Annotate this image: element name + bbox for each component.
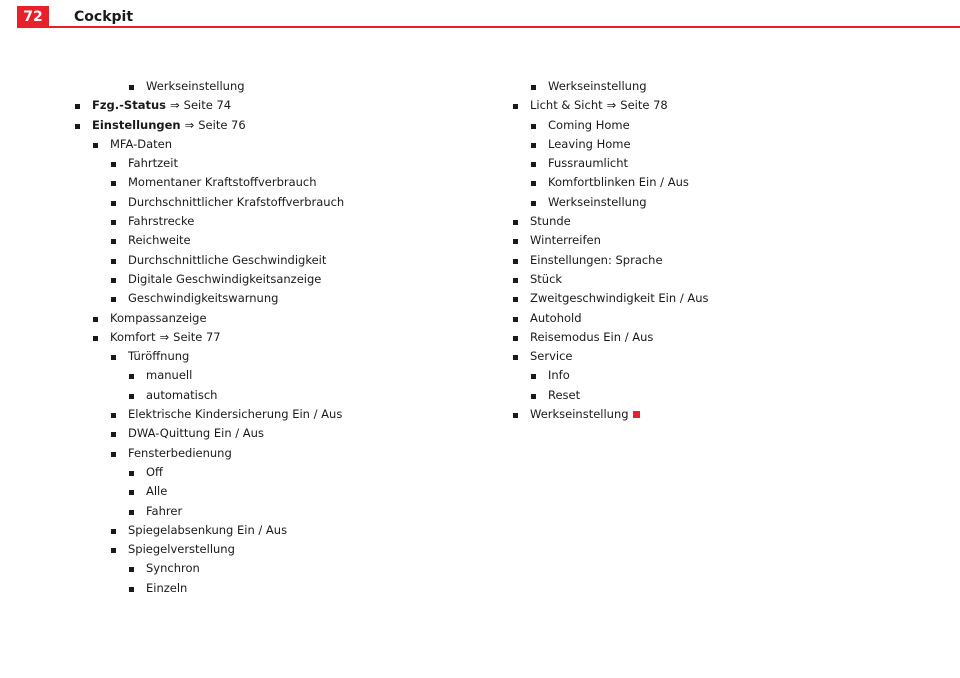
list-item: Synchron: [0, 559, 480, 578]
list-item: Geschwindigkeitswarnung: [0, 289, 480, 308]
list-item: Werkseinstellung: [0, 405, 960, 424]
header-rule: [17, 26, 960, 28]
arrow-icon: ⇒: [159, 329, 170, 344]
list-item: Komfort ⇒ Seite 77: [0, 328, 480, 347]
list-item: Komfortblinken Ein / Aus: [0, 173, 960, 192]
list-item: Licht & Sicht ⇒ Seite 78: [0, 96, 960, 115]
list-item: Coming Home: [0, 116, 960, 135]
list-item: Leaving Home: [0, 135, 960, 154]
page-number: 72: [17, 6, 49, 27]
list-item: automatisch: [0, 386, 480, 405]
list-item: Stunde: [0, 212, 960, 231]
list-item: Fussraumlicht: [0, 154, 960, 173]
list-item: Einzeln: [0, 579, 480, 598]
section-end-icon: [633, 411, 640, 418]
list-item: DWA-Quittung Ein / Aus: [0, 424, 480, 443]
right-menu-list: [0, 77, 960, 424]
list-item: Durchschnittliche Geschwindigkeit: [0, 251, 480, 270]
list-item: Türöffnung: [0, 347, 480, 366]
arrow-icon: ⇒: [170, 98, 180, 113]
list-item: Reisemodus Ein / Aus: [0, 328, 960, 347]
list-item: Elektrische Kindersicherung Ein / Aus: [0, 405, 480, 424]
list-item: manuell: [0, 366, 480, 385]
list-item: Spiegelabsenkung Ein / Aus: [0, 521, 480, 540]
list-item: Werkseinstellung: [0, 193, 960, 212]
list-item: Off: [0, 463, 480, 482]
page-title: Cockpit: [74, 9, 134, 25]
arrow-icon: ⇒: [606, 98, 617, 113]
list-item: Kompassanzeige: [0, 309, 480, 328]
list-item: Info: [0, 366, 960, 385]
list-item: Fensterbedienung: [0, 444, 480, 463]
list-item: Werkseinstellung: [0, 77, 960, 96]
list-item: Fahrtzeit: [0, 154, 480, 173]
list-item: Reset: [0, 386, 960, 405]
list-item: Einstellungen: Sprache: [0, 251, 960, 270]
page-header: [0, 0, 960, 27]
list-item: Alle: [0, 482, 480, 501]
list-item: Autohold: [0, 309, 960, 328]
list-item: Service: [0, 347, 960, 366]
list-item: Winterreifen: [0, 231, 960, 250]
list-item: Reichweite: [0, 231, 480, 250]
list-item: Fzg.-Status ⇒ Seite 74: [0, 96, 480, 115]
list-item: Momentaner Kraftstoffverbrauch: [0, 173, 480, 192]
list-item: Fahrstrecke: [0, 212, 480, 231]
list-item: Digitale Geschwindigkeitsanzeige: [0, 270, 480, 289]
list-item: Durchschnittlicher Krafstoffverbrauch: [0, 193, 480, 212]
list-item: Fahrer: [0, 502, 480, 521]
list-item: MFA-Daten: [0, 135, 480, 154]
list-item: Zweitgeschwindigkeit Ein / Aus: [0, 289, 960, 308]
list-item: Spiegelverstellung: [0, 540, 480, 559]
list-item: Werkseinstellung: [0, 77, 480, 96]
arrow-icon: ⇒: [184, 117, 195, 132]
list-item: Stück: [0, 270, 960, 289]
list-item: Einstellungen ⇒ Seite 76: [0, 116, 480, 135]
